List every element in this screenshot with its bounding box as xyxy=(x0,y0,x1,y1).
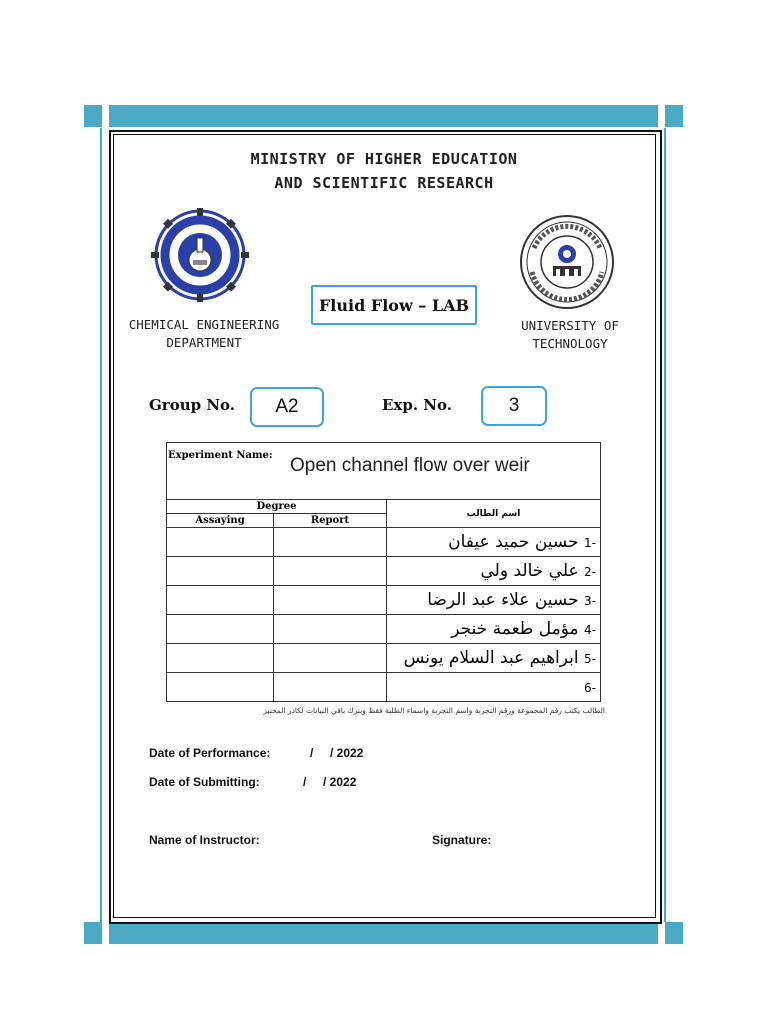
report-cell[interactable] xyxy=(274,528,387,557)
assaying-cell[interactable] xyxy=(167,615,274,644)
student-name-cell xyxy=(387,557,601,586)
degree-header: Degree xyxy=(167,500,387,514)
student-name: حسين حميد عيفان xyxy=(448,532,579,552)
experiment-name-value: Open channel flow over weir xyxy=(290,455,530,476)
assaying-cell[interactable] xyxy=(167,528,274,557)
instruction-note: الطالب يكتب رقم المجموعة ورقم التجربة واسم التجربة واسماء الطلبة فقط ويترك باقي البيانات لكادر المختبر xyxy=(263,706,605,715)
assaying-cell[interactable] xyxy=(167,557,274,586)
student-name-cell xyxy=(387,615,601,644)
date-of-performance-value: / / 2022 xyxy=(310,746,364,760)
group-number-field[interactable]: A2 xyxy=(250,387,324,427)
top-band xyxy=(109,105,658,127)
student-name-header: اسم الطالب xyxy=(387,500,601,528)
ministry-title-line2: AND SCIENTIFIC RESEARCH xyxy=(274,174,494,192)
bottom-right-corner xyxy=(665,922,683,944)
report-cell[interactable] xyxy=(274,673,387,702)
chemical-engineering-dept-line2: DEPARTMENT xyxy=(166,335,242,350)
university-of-technology-logo xyxy=(518,214,616,310)
assaying-cell[interactable] xyxy=(167,644,274,673)
student-number: -2 xyxy=(584,565,596,579)
student-number: -4 xyxy=(584,623,596,637)
student-name: ابراهيم عبد السلام يونس xyxy=(403,648,579,668)
date-of-submitting-label: Date of Submitting: xyxy=(149,775,260,789)
date-of-submitting-value: / / 2022 xyxy=(303,775,357,789)
student-name-cell xyxy=(387,528,601,557)
experiment-number-label: Exp. No. xyxy=(382,396,452,414)
student-number: -5 xyxy=(584,652,596,666)
bottom-band xyxy=(109,922,658,944)
university-dept-line1: UNIVERSITY OF xyxy=(521,318,619,333)
signature-label: Signature: xyxy=(432,833,492,847)
assaying-header: Assaying xyxy=(167,514,274,528)
table-row xyxy=(167,615,601,644)
report-cell[interactable] xyxy=(274,557,387,586)
student-name-cell xyxy=(387,644,601,673)
student-name-cell xyxy=(387,586,601,615)
report-header: Report xyxy=(274,514,387,528)
assaying-cell[interactable] xyxy=(167,586,274,615)
report-cell[interactable] xyxy=(274,644,387,673)
name-of-instructor-label: Name of Instructor: xyxy=(149,833,260,847)
student-name: حسين علاء عبد الرضا xyxy=(427,590,579,610)
right-side-line xyxy=(664,128,666,922)
chemical-engineering-dept-line1: CHEMICAL ENGINEERING xyxy=(128,317,280,332)
experiment-name-label: Experiment Name: xyxy=(168,450,273,461)
university-dept-line2: TECHNOLOGY xyxy=(532,336,608,351)
report-cell[interactable] xyxy=(274,586,387,615)
student-grading-table xyxy=(166,442,601,702)
student-name: مؤمل طعمة خنجر xyxy=(451,619,579,639)
date-of-performance-label: Date of Performance: xyxy=(149,746,271,760)
top-right-corner xyxy=(665,105,683,127)
lab-title-box: Fluid Flow – LAB xyxy=(311,285,477,325)
student-number: -6 xyxy=(584,681,596,695)
university-dept xyxy=(510,317,630,353)
group-number-label: Group No. xyxy=(149,396,236,414)
experiment-number-field[interactable]: 3 xyxy=(481,386,547,426)
table-row xyxy=(167,644,601,673)
ministry-title-line1: MINISTRY OF HIGHER EDUCATION xyxy=(250,150,518,168)
student-number: -1 xyxy=(584,536,596,550)
table-row xyxy=(167,586,601,615)
chemical-engineering-logo xyxy=(151,208,249,302)
student-name: علي خالد ولي xyxy=(480,561,579,581)
student-name-cell xyxy=(387,673,601,702)
left-side-line xyxy=(100,128,102,922)
chemical-engineering-dept xyxy=(118,316,290,352)
table-row xyxy=(167,528,601,557)
table-row xyxy=(167,557,601,586)
top-left-corner xyxy=(84,105,102,127)
assaying-cell[interactable] xyxy=(167,673,274,702)
report-cell[interactable] xyxy=(274,615,387,644)
table-row xyxy=(167,673,601,702)
bottom-left-corner xyxy=(84,922,102,944)
student-number: -3 xyxy=(584,594,596,608)
